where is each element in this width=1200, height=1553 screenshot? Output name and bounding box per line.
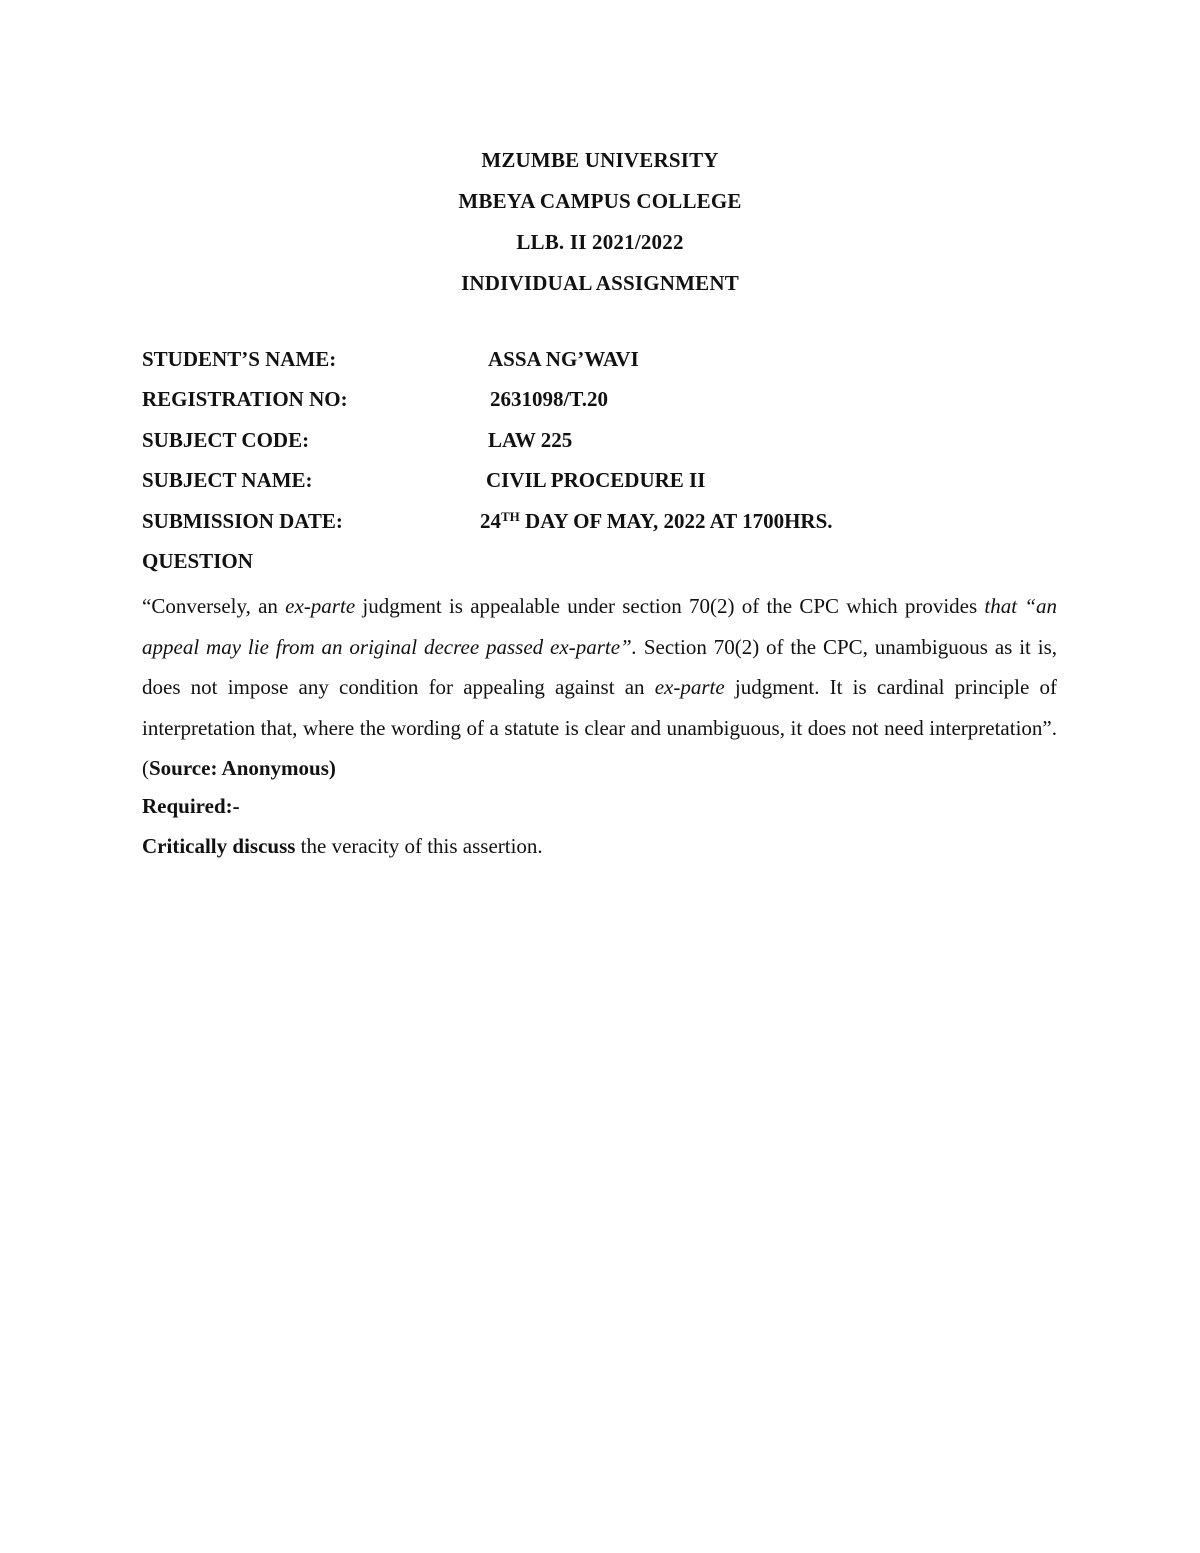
assignment-type: INDIVIDUAL ASSIGNMENT xyxy=(461,271,739,295)
task-instruction xyxy=(142,831,543,861)
programme-year: LLB. II 2021/2022 xyxy=(516,230,684,254)
submission-date-rest: DAY OF MAY, 2022 AT 1700HRS. xyxy=(519,509,833,533)
submission-day-suffix: TH xyxy=(501,509,520,524)
document-heading xyxy=(0,140,1200,304)
task-rest: the veracity of this assertion. xyxy=(295,834,543,858)
question-italic-2: ex-parte xyxy=(654,675,725,700)
subject-code-value: LAW 225 xyxy=(488,428,573,452)
student-name-label: STUDENT’S NAME: xyxy=(142,347,337,371)
question-text-1: “Conversely, an xyxy=(142,594,286,618)
submission-date-label: SUBMISSION DATE: xyxy=(142,509,343,533)
question-source: Source: Anonymous) xyxy=(149,756,336,781)
question-paragraph xyxy=(142,586,1057,789)
question-quote: that “an appeal may lie from an original decree passed ex-parte”. xyxy=(142,594,1057,659)
required-label: Required:- xyxy=(142,794,240,818)
subject-name-value: CIVIL PROCEDURE II xyxy=(486,468,706,492)
question-italic-1: ex-parte xyxy=(285,594,356,618)
task-bold: Critically discuss xyxy=(142,834,296,858)
registration-label: REGISTRATION NO: xyxy=(142,387,348,411)
student-name-value: ASSA NG’WAVI xyxy=(488,347,639,371)
campus-name: MBEYA CAMPUS COLLEGE xyxy=(458,189,742,213)
question-text-4: judgment. It is cardinal principle of interpretation that, where the wording of a statute is clear and unambiguous, it does not need interpretation”. ( xyxy=(142,675,1057,781)
question-title: QUESTION xyxy=(142,549,253,573)
submission-date-value xyxy=(480,506,833,536)
submission-day: 24 xyxy=(480,509,501,533)
question-text-2: judgment is appealable under section 70(2) of the CPC which provides xyxy=(355,594,985,618)
subject-code-label: SUBJECT CODE: xyxy=(142,428,310,452)
question-text-3: Section 70(2) of the CPC, unambiguous as it is, does not impose any condition for appealing against an xyxy=(142,634,1057,700)
registration-value: 2631098/T.20 xyxy=(490,387,609,411)
university-name: MZUMBE UNIVERSITY xyxy=(481,148,719,172)
subject-name-label: SUBJECT NAME: xyxy=(142,468,313,492)
